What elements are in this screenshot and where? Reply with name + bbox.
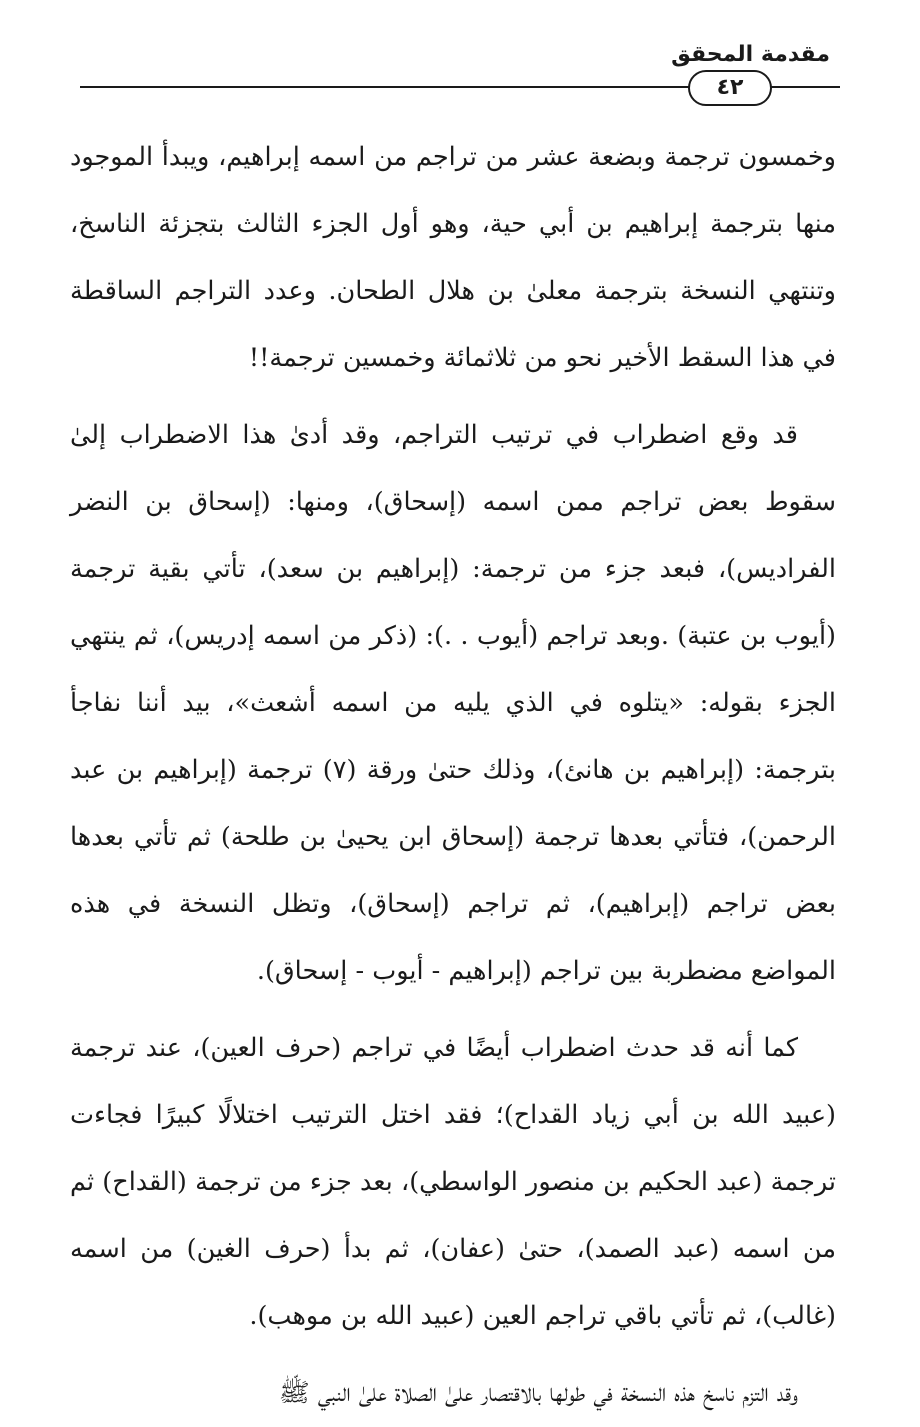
- page-number-badge: ٤٢: [688, 70, 772, 106]
- paragraph-3: كما أنه قد حدث اضطراب أيضًا في تراجم (حرف العين)، عند ترجمة (عبيد الله بن أبي زياد القداح)؛ فقد اختل الترتيب اختلالًا كبيرًا فجاءت ترجمة (عبد الحكيم بن منصور الواسطي)، بعد جزء من ترجمة (القداح) ثم من اسمه (عبد الصمد)، حتىٰ (عفان)، ثم بدأ (حرف الغين) من اسمه (غالب)، ثم تأتي باقي تراجم العين (عبيد الله بن موهب).: [70, 1033, 836, 1331]
- paragraph-1: وخمسون ترجمة وبضعة عشر من تراجم من اسمه إبراهيم، ويبدأ الموجود منها بترجمة إبراهيم بن أبي حية، وهو أول الجزء الثالث بتجزئة الناسخ، وتنتهي النسخة بترجمة معلىٰ بن هلال الطحان. وعدد التراجم الساقطة في هذا السقط الأخير نحو من ثلاثمائة وخمسين ترجمة!!: [70, 142, 836, 373]
- paragraph-2: قد وقع اضطراب في ترتيب التراجم، وقد أدىٰ هذا الاضطراب إلىٰ سقوط بعض تراجم ممن اسمه (إسحاق)، ومنها: (إسحاق بن النضر الفراديس)، فبعد جزء من ترجمة: (إبراهيم بن سعد)، تأتي بقية ترجمة (أيوب بن عتبة) .وبعد تراجم (أيوب . .): (ذكر من اسمه إدريس)، ثم ينتهي الجزء بقوله: «يتلوه في الذي يليه من اسمه أشعث»، بيد أننا نفاجأ بترجمة: (إبراهيم بن هانئ)، وذلك حتىٰ ورقة (٧) ترجمة (إبراهيم بن عبد الرحمن)، فتأتي بعدها ترجمة (إسحاق ابن يحيىٰ بن طلحة) ثم تأتي بعدها بعض تراجم (إبراهيم)، ثم تراجم (إسحاق)، وتظل النسخة في هذه المواضع مضطربة بين تراجم (إبراهيم - أيوب - إسحاق).: [70, 420, 836, 986]
- paragraph-4: وقد التزم ناسخ هذه النسخة في طولها بالاقتصار علىٰ الصلاة علىٰ النبي ﷺ: [278, 1378, 798, 1408]
- body-text: [70, 124, 836, 1427]
- running-header-title: مقدمة المحقق: [671, 42, 830, 67]
